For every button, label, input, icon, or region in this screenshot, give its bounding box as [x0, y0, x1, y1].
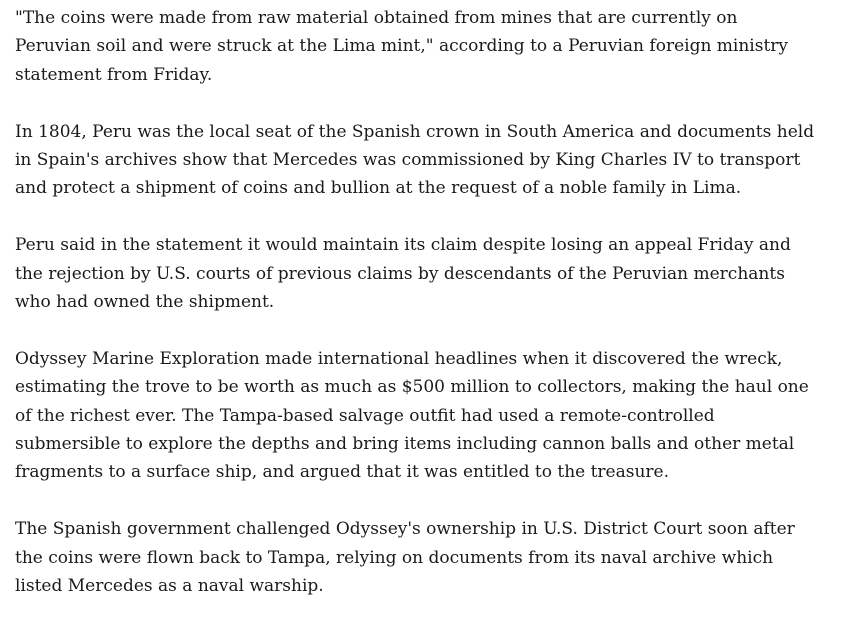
paragraph-line: and protect a shipment of coins and bullion at the request of a noble family in Lima. [15, 178, 742, 199]
paragraph-line: Peru said in the statement it would maintain its claim despite losing an appeal Friday and [15, 235, 791, 256]
paragraph-line: The Spanish government challenged Odyssey's ownership in U.S. District Court soon after [15, 519, 795, 540]
paragraph-line: Peruvian soil and were struck at the Lima mint," according to a Peruvian foreign ministry [15, 36, 789, 57]
paragraph-line: fragments to a surface ship, and argued that it was entitled to the treasure. [15, 462, 670, 483]
paragraph-line: estimating the trove to be worth as much as $500 million to collectors, making the haul one [15, 377, 809, 398]
article-paragraph [15, 118, 835, 203]
article-body [15, 4, 835, 629]
paragraph-line: "The coins were made from raw material obtained from mines that are currently on [15, 8, 738, 28]
article-paragraph [15, 515, 835, 600]
article-paragraph [15, 345, 835, 487]
paragraph-line: listed Mercedes as a naval warship. [15, 576, 324, 597]
paragraph-line: In 1804, Peru was the local seat of the Spanish crown in South America and documents held [15, 121, 815, 142]
paragraph-line: the rejection by U.S. courts of previous claims by descendants of the Peruvian merchants [15, 263, 785, 284]
paragraph-line: of the richest ever. The Tampa-based salvage outfit had used a remote-controlled [15, 405, 715, 426]
paragraph-line: in Spain's archives show that Mercedes was commissioned by King Charles IV to transport [15, 150, 801, 171]
article-paragraph [15, 4, 835, 89]
paragraph-line: Odyssey Marine Exploration made international headlines when it discovered the wreck, [15, 348, 783, 369]
paragraph-line: the coins were flown back to Tampa, relying on documents from its naval archive which [15, 547, 774, 568]
paragraph-line: submersible to explore the depths and bring items including cannon balls and other metal [15, 434, 795, 455]
paragraph-line: statement from Friday. [15, 64, 213, 85]
article-paragraph [15, 231, 835, 316]
paragraph-line: who had owned the shipment. [15, 292, 275, 313]
